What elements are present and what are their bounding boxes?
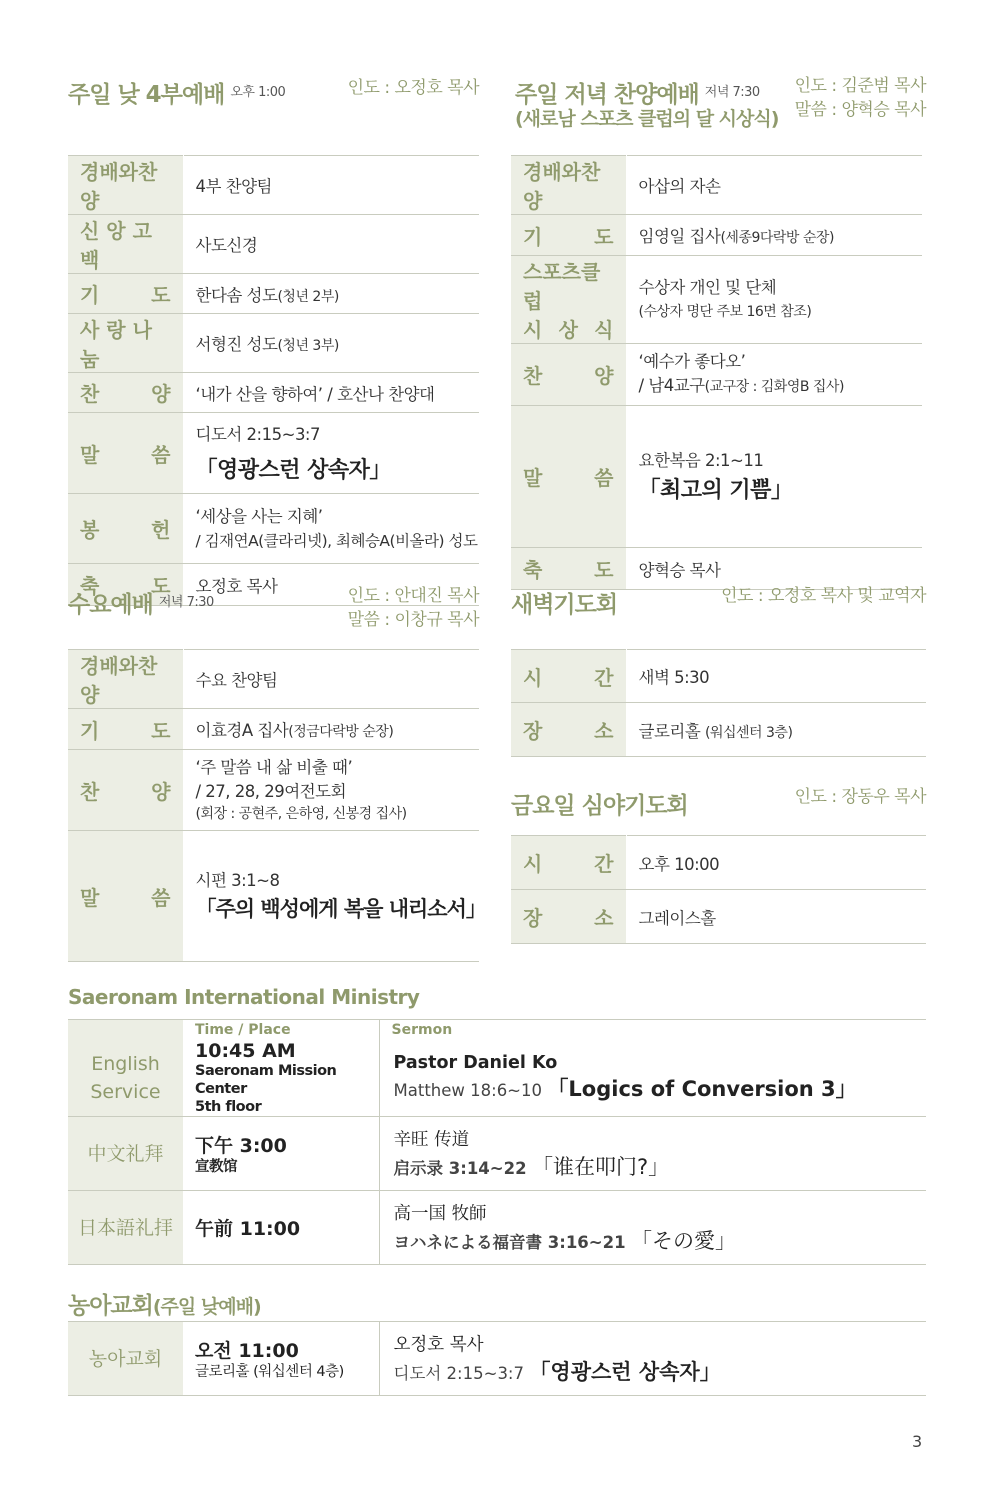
row-label: 축 도 (511, 548, 626, 590)
row-value: ‘내가 산을 향하여’ / 호산나 찬양대 (183, 373, 479, 413)
dawn-leader: 인도 : 오정호 목사 및 교역자 (721, 586, 926, 606)
table-row (68, 1191, 926, 1265)
sunday-eve-preacher: 말씀 : 양혁승 목사 (794, 100, 926, 120)
offering-cell: ‘세상을 사는 지혜’ / 김재연A(클라리넷), 최혜승A(비올라) 성도 (183, 494, 479, 564)
row-label: 장 소 (511, 890, 626, 944)
row-label: 말 씀 (68, 831, 183, 962)
row-value: 서형진 성도(청년 3부) (183, 314, 479, 373)
international-title: Saeronam International Ministry (68, 985, 420, 1009)
table-row (68, 373, 479, 413)
sermon-title: 「주의 백성에게 복을 내리소서」 (195, 897, 486, 921)
table-row (511, 836, 926, 890)
deaf-title: 농아교회(주일 낮예배) (68, 1293, 261, 1319)
table-row (511, 156, 922, 215)
sermon-cell (183, 413, 479, 494)
sunday4-table (68, 155, 479, 606)
row-value: 글로리홀 (워십센터 3층) (626, 703, 926, 757)
sunday4-leader: 인도 : 오정호 목사 (347, 78, 479, 98)
row-label: 기 도 (68, 274, 183, 314)
row-label: 스포츠클럽 시 상 식 (511, 256, 626, 344)
sermon-cell (626, 406, 922, 548)
chinese-service-label: 中文礼拜 (68, 1117, 183, 1191)
sunday-eve-subtitle: (새로남 스포츠 클럽의 달 시상식) (515, 108, 779, 130)
japanese-time: 午前 11:00 (183, 1191, 379, 1265)
row-value: 오후 10:00 (626, 836, 926, 890)
row-label: 기 도 (511, 215, 626, 256)
sermon-ref: 시편 3:1~8 (195, 871, 280, 890)
row-label: 기 도 (68, 709, 183, 750)
table-row (511, 344, 922, 406)
sunday-eve-title: 주일 저녁 찬양예배 $^{저녁 7:30}$ (515, 82, 760, 108)
table-row (68, 1322, 926, 1396)
sermon-ref: 디도서 2:15~3:7 (195, 424, 320, 444)
row-value: 양혁승 목사 (626, 548, 922, 590)
table-row (68, 274, 479, 314)
row-label: 말 씀 (511, 406, 626, 548)
table-row (68, 314, 479, 373)
row-label: 경배와찬양 (68, 650, 183, 709)
row-value: 임영일 집사(세종9다락방 순장) (626, 215, 922, 256)
wednesday-table (68, 649, 486, 962)
row-label: 장 소 (511, 703, 626, 757)
table-row (68, 494, 479, 564)
deaf-sermon: 오정호 목사 디도서 2:15~3:7 「영광스런 상속자」 (379, 1322, 926, 1396)
sunday-eve-time: 저녁 7:30 (704, 85, 760, 100)
table-row (68, 750, 479, 831)
row-label: 찬 양 (511, 344, 626, 406)
chinese-sermon: 辛旺 传道 启示录 3:14~22 「谁在叩门?」 (379, 1117, 926, 1191)
wednesday-time: 저녁 7:30 (158, 595, 214, 610)
english-sermon: Pastor Daniel Ko Matthew 18:6~10 「Logics of Conversion 3」 (379, 1040, 926, 1117)
row-value: 이효경A 집사(정금다락방 순장) (183, 709, 479, 750)
col-header-time: Time / Place (183, 1020, 379, 1041)
row-label: 찬 양 (68, 750, 183, 831)
row-label: 경배와찬양 (511, 156, 626, 215)
row-value: 오정호 목사 (183, 564, 479, 606)
row-value: 한다솜 성도(청년 2부) (183, 274, 479, 314)
table-row (511, 703, 926, 757)
row-label: 말 씀 (68, 413, 183, 494)
table-row (68, 413, 479, 494)
praise-cell: ‘예수가 좋다오’ / 남4교구(교구장 : 김화영B 집사) (626, 344, 922, 406)
table-row (68, 831, 479, 962)
wednesday-preacher: 말씀 : 이창규 목사 (347, 610, 479, 630)
wednesday-title: 수요예배 $^{저녁 7:30}$ (68, 592, 214, 618)
sermon-title: 「영광스런 상속자」 (195, 457, 391, 483)
friday-title: 금요일 심야기도회 (511, 793, 688, 819)
sunday-eve-table (511, 155, 922, 590)
row-label: 시 간 (511, 836, 626, 890)
table-row (511, 406, 922, 548)
sunday-eve-leader: 인도 : 김준범 목사 (794, 76, 926, 96)
row-value: 사도신경 (183, 215, 479, 274)
table-row (68, 1040, 926, 1117)
row-value: 새벽 5:30 (626, 650, 926, 703)
chinese-time-place: 下午 3:00 宣教馆 (183, 1117, 379, 1191)
japanese-service-label: 日本語礼拝 (68, 1191, 183, 1265)
sermon-ref: 요한복음 2:1~11 (638, 451, 764, 470)
deaf-time-place: 오전 11:00 글로리홀 (워십센터 4층) (183, 1322, 379, 1396)
deaf-table (68, 1321, 926, 1396)
english-service-label: English Service (68, 1040, 183, 1117)
japanese-sermon: 高一国 牧師 ヨハネによる福音書 3:16~21 「その愛」 (379, 1191, 926, 1265)
row-label: 봉 헌 (68, 494, 183, 564)
table-row (68, 156, 479, 215)
row-value: 아삽의 자손 (626, 156, 922, 215)
row-label: 신 앙 고 백 (68, 215, 183, 274)
praise-cell: ‘주 말씀 내 삶 비출 때’ / 27, 28, 29여전도회 (회장 : 공현주, 은하영, 신봉경 집사) (183, 750, 479, 831)
table-row (68, 215, 479, 274)
table-row (68, 650, 479, 709)
table-row (511, 650, 926, 703)
table-row (511, 256, 922, 344)
row-label: 축 도 (68, 564, 183, 606)
sermon-cell (183, 831, 486, 962)
row-value: 4부 찬양팀 (183, 156, 479, 215)
dawn-title: 새벽기도회 (511, 592, 618, 618)
dawn-table (511, 649, 926, 757)
row-label: 경배와찬양 (68, 156, 183, 215)
row-value: 그레이스홀 (626, 890, 926, 944)
row-label: 사 랑 나 눔 (68, 314, 183, 373)
international-table (68, 1019, 926, 1265)
friday-leader: 인도 : 장동우 목사 (794, 787, 926, 807)
table-header-row (68, 1020, 926, 1041)
english-time-place: 10:45 AM Saeronam Mission Center 5th floor (183, 1040, 379, 1117)
wednesday-leader: 인도 : 안대진 목사 (347, 586, 479, 606)
col-header-sermon: Sermon (379, 1020, 926, 1041)
table-row (511, 215, 922, 256)
row-label: 찬 양 (68, 373, 183, 413)
sunday4-time: 오후 1:00 (230, 85, 286, 100)
sermon-title: 「최고의 기쁨」 (638, 478, 793, 503)
friday-table (511, 835, 926, 944)
table-row (511, 890, 926, 944)
row-value: 수요 찬양팀 (183, 650, 479, 709)
table-row (68, 1117, 926, 1191)
awards-cell: 수상자 개인 및 단체 (수상자 명단 주보 16면 참조) (626, 256, 922, 344)
deaf-label: 농아교회 (68, 1322, 183, 1396)
row-label: 시 간 (511, 650, 626, 703)
sunday4-title: 주일 낮 4부예배 $^{오후 1:00}$ (68, 82, 286, 108)
page-number: 3 (912, 1432, 923, 1451)
table-row (68, 709, 479, 750)
